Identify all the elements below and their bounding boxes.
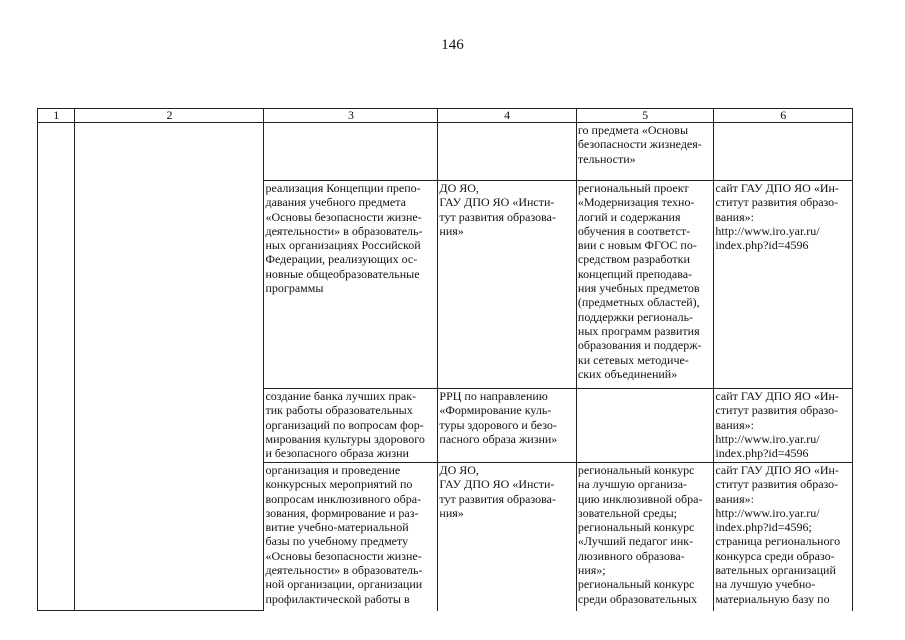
header-cell-6: 6 <box>714 109 853 123</box>
row1-activity <box>264 123 438 181</box>
header-cell-5: 5 <box>576 109 714 123</box>
row2-activity: реализация Концепции препо- давания учебного предмета «Основы безопасности жизне- деятельности» в образователь- ных организациях Российской Федерации, реализующих ос- новные общеобразовательные программы <box>264 181 438 389</box>
page-number: 146 <box>441 37 464 53</box>
row3-activity: создание банка лучших прак- тик работы образовательных организаций по вопросам фор- мирования культуры здорового и безопасного образа жизни <box>264 389 438 463</box>
row3-source: сайт ГАУ ДПО ЯО «Ин- ститут развития образо- вания»: http://www.iro.yar.ru/ index.php?id=4596 <box>714 389 853 463</box>
activity-table <box>37 108 853 611</box>
table-row <box>38 123 853 181</box>
row4-source: сайт ГАУ ДПО ЯО «Ин- ститут развития образо- вания»: http://www.iro.yar.ru/ index.php?id=4596; страница регионального конкурса среди образо- вательных организаций на лучшую учебно- материальную базу по <box>714 463 853 611</box>
row4-activity: организация и проведение конкурсных мероприятий по вопросам инклюзивного обра- зования, формирование и раз- витие учебно-материальной базы по учебному предмету «Основы безопасности жизне- деятельности» в образователь- ной организации, организации профилактической работы в <box>264 463 438 611</box>
row2-project: региональный проект «Модернизация техно- логий и содержания обучения в соответст- вии с новым ФГОС по- средством разработки концепций преподава- ния учебных предметов (предметных областей), поддержки региональ- ных программ развития образования и поддерж- ки сетевых методиче- ских объединений» <box>576 181 714 389</box>
row2-responsible: ДО ЯО, ГАУ ДПО ЯО «Инсти- тут развития образова- ния» <box>438 181 577 389</box>
row2-source: сайт ГАУ ДПО ЯО «Ин- ститут развития образо- вания»: http://www.iro.yar.ru/ index.php?id=4596 <box>714 181 853 389</box>
merged-cell-col2 <box>75 123 264 611</box>
table-header-row <box>38 109 853 123</box>
row1-source <box>714 123 853 181</box>
row3-project <box>576 389 714 463</box>
merged-cell-col1 <box>38 123 75 611</box>
row4-responsible: ДО ЯО, ГАУ ДПО ЯО «Инсти- тут развития образова- ния» <box>438 463 577 611</box>
header-cell-2: 2 <box>75 109 264 123</box>
header-cell-4: 4 <box>438 109 577 123</box>
header-cell-3: 3 <box>264 109 438 123</box>
row1-project: го предмета «Основы безопасности жизнедея- тельности» <box>576 123 714 181</box>
row4-project: региональный конкурс на лучшую организа- цию инклюзивной обра- зовательной среды; региональный конкурс «Лучший педагог инк- люзивного образова- ния»; региональный конкурс среди образовательных <box>576 463 714 611</box>
row3-responsible: РРЦ по направлению «Формирование куль- туры здорового и безо- пасного образа жизни» <box>438 389 577 463</box>
row1-responsible <box>438 123 577 181</box>
header-cell-1: 1 <box>38 109 75 123</box>
